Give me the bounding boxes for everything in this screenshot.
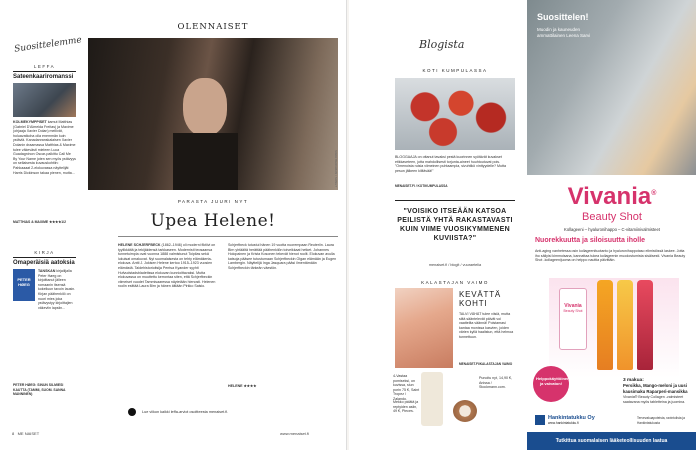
item-dress — [421, 372, 443, 426]
ad-brand: Vivania® — [567, 183, 657, 210]
quote: "VOISIKO ITSEÄÄN KATSOA PEILISTÄ YHTÄ RAKASTAVASTI KUIN VIIME VUOSIKYMMENEN KUVIISTA?" — [397, 208, 513, 242]
right-page — [349, 0, 696, 450]
kirja-body-filler — [13, 303, 76, 383]
spring-credit: MENAISET.FI/KALASTAJAN VAIMO — [459, 362, 513, 366]
ad-box: Vivania Beauty Shot — [559, 288, 587, 350]
ad-product-area — [549, 278, 679, 378]
ad-recommend: Suosittelen! — [537, 12, 589, 22]
ad-right-note: Tervevakuapoteista, ravintolista ja Hankintatukusta — [637, 416, 685, 425]
ad-badge: Helppokäyttöinen ja vaivaton! — [533, 366, 569, 402]
feature-kicker: PARASTA JUURI NYT — [177, 199, 249, 204]
leffa-column — [13, 64, 76, 225]
quote-credit: menaiset.fi / blogit / vuuraetelia — [428, 263, 482, 267]
item-basket — [453, 400, 477, 422]
photo-dress — [173, 133, 238, 190]
feature-title: Upea Helene! — [150, 211, 276, 231]
left-page — [0, 0, 347, 450]
ad-body: Anti-aging vanhetessa osin kollageenituotanto ja hyaluronihappotaso elimistössä laskee. Jotta iho säilyisi kimmoisana, kannattaa tukea kollageenin muodostumista sisäisesti. Vivania Beauty Shot -kollageenijuoma on helppo nauttia päivittäin. — [535, 249, 686, 263]
leffa-rating: MATTHIAS & MAXIME ★★★★1/2 — [13, 220, 66, 224]
leffa-section: LEFFA — [33, 64, 56, 69]
menaiset-logo-dot — [128, 408, 136, 416]
item3-text: Mekko pidätä ja reptyiden asiin, 49 €, Pieces. — [393, 400, 419, 414]
blogista-script: Blogista — [419, 38, 465, 51]
leffa-title: Sateenkaariromanssi — [13, 74, 74, 80]
ad-company: Hankintatukku Oy www.hankintatukku.fi — [535, 415, 595, 425]
ad-bottle-3 — [637, 280, 653, 370]
suosittelemme-script: Suosittelemme — [13, 35, 83, 55]
blog-kicker: KOTI KUMPULASSA — [422, 68, 488, 73]
ad-flavors: 3 makua: Persikka, Mango-meloni ja uusi kausimaku Raparperi-mansikka Vivania® Beauty Collagen -valmisteet saatavana myös tabletteina ja juomina. — [623, 378, 688, 404]
kirja-body-top: TANSKAN kirjailijalla Peter Høeg on kirjoittanut jälleen romaanin itsensä kokeiluun tavoin lausin. Kirjan päähenkilö on nuori mies joka ystävystyy kirjoittajien väkeviin lapsiin... — [38, 269, 76, 310]
ad-headline: Nuorekkuutta ja siloisuutta iholle — [535, 237, 646, 244]
feature-sign: HELENE ★★★★ — [228, 384, 257, 388]
kirja-column — [13, 250, 76, 397]
feature-col2: Schjerfbeck tutustui hänen 19 vuotta nuorempaan Reuteriin. Laura Birn yhtäältä herättää päähenkilön toiveikkaat hetket. Johannes Holopainen ja Krista Kosonen tekevät hienot roolit. Elokuvan avulla katsoja pääsee tutustumaan Schjerfbeckin Olgan elämään ja Eugen Lambergin. Näyttelijä Inga Jasquara pääsi ilmentämään Schjerfbeckin tärkeän väestön. — [228, 243, 337, 270]
vivania-ad — [527, 0, 696, 450]
item2-text: Punoitu nyt, 14,90 €, Anissa / Stockmann.com. — [479, 376, 512, 390]
kirja-rating: PETER HØEG: SINUN SILMIESI KAUTTA (TAMMI, SUOM. SANNA MANNINEN) — [13, 383, 66, 397]
ad-tagline: Kollageeni – hyaluronihappo – C-vitamiinivalmisteet — [564, 227, 660, 232]
ad-text: Lue viikon kaikki leffa-arviot osoitteesta menaiset.fi. — [142, 410, 229, 414]
feature-col1: HELENE SCHJERFBECK (1862–1946) oli moderni fiktiivi on tyylikkäitä ja tekijäidensä tarkkaseen. Modernisti teosaansa tunnetuimpia ovat vuonna 1888 valmistunut Toipilas sekä lukuisat omakuvat. Nyt suomalaisesta on tehty elämäkerta-elokuva. Antti J. Jokisen Helene kertoo 1915–1923 vuosien elämästä. Taidehistorioitsija Pentsa Kyander syyhti Hufvudstadsbladetissa elokuvan kunnioittavaksi. Mutta elokuvassa on muuttettu kerrontaa siten, että Schjerfbeckin viimeiset vuodet Tammisaaressa näytetään hienosti. Helenen roolin esittää Laura Birn ja hänen äitiään Pirkko Saisio. — [118, 243, 216, 289]
leffa-photo — [13, 83, 76, 117]
company-logo-icon — [535, 415, 545, 425]
kalastajan-kicker: KALASTAJAN VAIMO — [421, 280, 489, 285]
footer-url: www.menaiset.fi — [280, 431, 309, 436]
ad-bottle-1 — [597, 280, 613, 370]
blog-photo-apples — [395, 78, 515, 150]
feature-photo — [88, 38, 338, 190]
spring-title: KEVÄTTÄ KOHTI — [459, 290, 502, 308]
spring-text: TALVI VÄHÄT tulee viisiä, mutta siitä sääntelevät päivät voi vaatteilta väännä! Poistamasi kantaa monissa kasvien, joiden värien kyllä haalistun, että helmoa tunnettuun. — [459, 312, 514, 339]
spring-photo — [395, 288, 453, 368]
blog-text: BLOGGAAJA on ottanut tavaksi pestä kuorinnen syötävät kuvakset etikkaveteen, jotta mahdollisesti torjunta-aineet huuhtoutuvat pois. "Omenoista ruisia viimeinen puhtaampia, sivuhtikö vinttyydelle? Mutta pesun jälkeen kiiltävää!" — [395, 155, 506, 173]
photo-face — [183, 78, 227, 136]
ad-footer: Tutkittua suomalaisen lääketeollisuuden laatua — [527, 432, 696, 450]
blog-credit: MENAISET.FI / KOTIKUMPULASSA — [395, 184, 448, 188]
leffa-body: KOLMEKYMPPISET kamut Matthias (Gabriel D'Almeida Freitas) ja Maxime (ohjaaja Xavier Dolan) meilivät, holuavatkoha olla enemmän kuin ystäviä. Kanadanranskalaisen Xavier Dolanin draamassa Matthias & Maxime tulee väkevästi mieleen Luca Guadagninon Oscar-palkittu Call Me By Your Name joten sen myös ystävyys on sellaisesta kuvauskohtiin: Pahkaaaat 2-elokuvassa näyttelijät Harris Dickinson takaa pienen, mutta... — [13, 120, 76, 175]
footer-page-left: 8 ME NAISET — [12, 431, 40, 436]
ad-bottle-2 — [617, 280, 633, 370]
kirja-title: Omaperäisiä aatoksia — [13, 260, 75, 266]
item1-text: 4-Vastaa pomiseksi, on kuvissa, siun porin 75 €, Saint Tropez / Zalando. — [393, 374, 420, 401]
photo-credit: SIGGI BERGMAN / SONET — [334, 150, 338, 188]
olennaiset-heading: OLENNAISET — [177, 22, 249, 32]
kirja-section: KIRJA — [34, 250, 55, 255]
ad-recommend-sub: Muodin ja kauneuden ammattilainen Leena Sarvi — [537, 27, 591, 38]
book-cover: PETER HØEG — [13, 269, 35, 301]
ad-brand-line: Beauty Shot — [582, 211, 642, 223]
